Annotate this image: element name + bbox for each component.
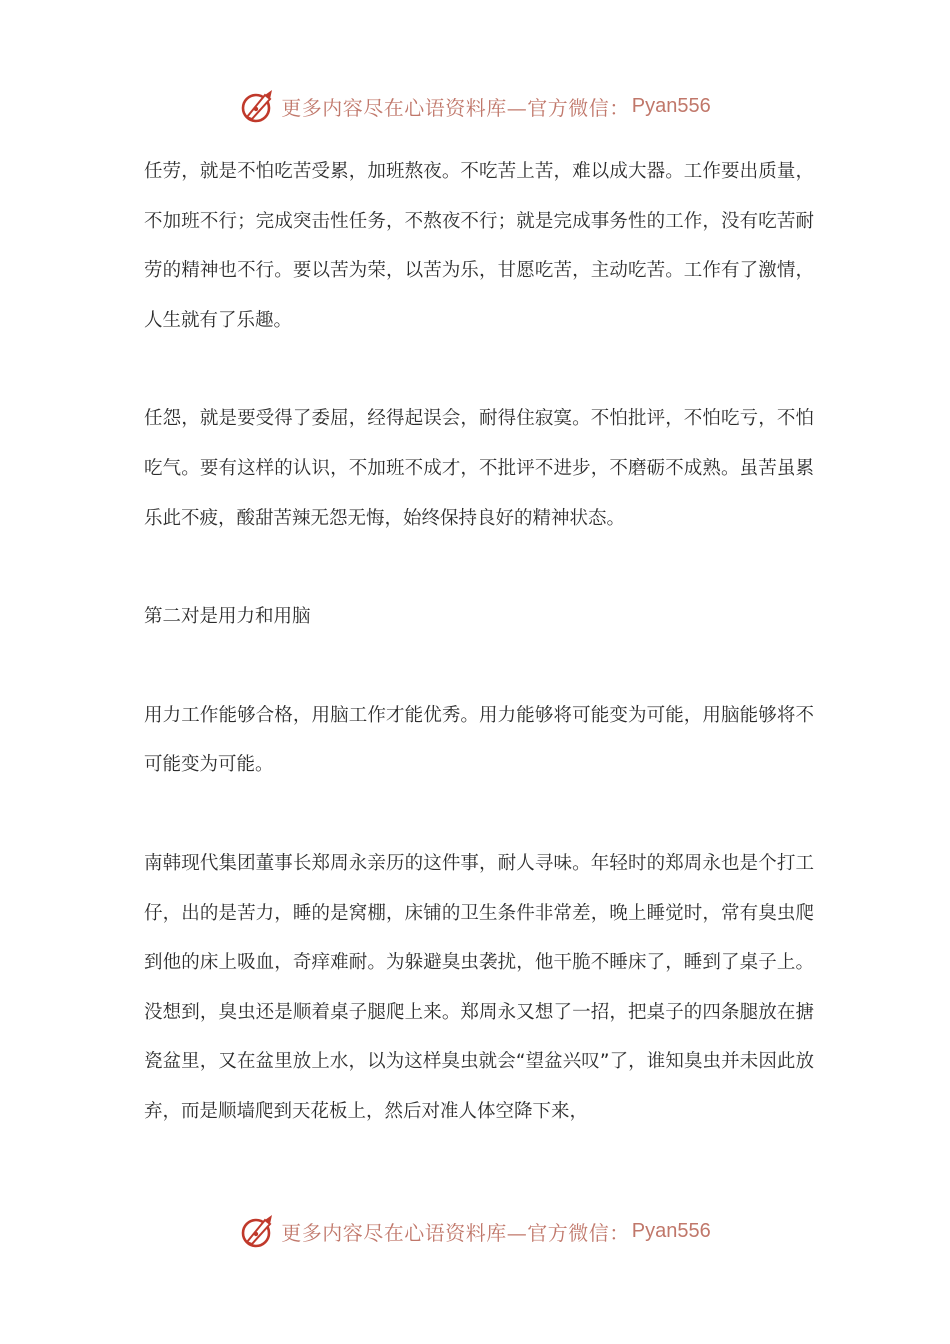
- paragraph-yongli-yongnao: 用力工作能够合格，用脑工作才能优秀。用力能够将可能变为可能，用脑能够将不可能变为可能。: [144, 704, 814, 776]
- banner-text: 更多内容尽在心语资料库—官方微信：: [281, 95, 630, 120]
- paragraph-zheng-zhouyong-story: 南韩现代集团董事长郑周永亲历的这件事，耐人寻味。年轻时的郑周永也是个打工仔，出的是苦力，睡的是窝棚，床铺的卫生条件非常差，晚上睡觉时，常有臭虫爬到他的床上吸血，奇痒难耐。为躲避臭虫袭扰，他干脆不睡床了，睡到了桌子上。没想到，臭虫还是顺着桌子腿爬上来。郑周永又想了一招，把桌子的四条腿放在搪瓷盆里，又在盆里放上水，以为这样臭虫就会“望盆兴叹”了，谁知臭虫并未因此放弃，而是顺墙爬到天花板上，然后对准人体空降下来，: [144, 852, 814, 1122]
- footer-watermark-banner: [0, 1209, 950, 1253]
- paragraph-renyuan: 任怨，就是要受得了委屈，经得起误会，耐得住寂寞。不怕批评，不怕吃亏，不怕吃气。要有这样的认识，不加班不成才，不批评不进步，不磨砺不成熟。虽苦虽累乐此不疲，酸甜苦辣无怨无悔，始终保持良好的精神状态。: [144, 408, 814, 529]
- pen-nib-circle-icon: [239, 87, 277, 125]
- pen-nib-circle-icon: [239, 1212, 277, 1250]
- banner-wechat-id: Pyan556: [631, 94, 711, 117]
- paragraph-renlao: 任劳，就是不怕吃苦受累，加班熬夜。不吃苦上苦，难以成大器。工作要出质量，不加班不行；完成突击性任务，不熬夜不行；就是完成事务性的工作，没有吃苦耐劳的精神也不行。要以苦为荣，以苦为乐，甘愿吃苦，主动吃苦。工作有了激情，人生就有了乐趣。: [144, 161, 814, 331]
- document-body: [144, 147, 814, 1186]
- header-watermark-banner: [0, 84, 950, 128]
- banner-wechat-id: Pyan556: [631, 1219, 711, 1242]
- banner-text: 更多内容尽在心语资料库—官方微信：: [281, 1220, 630, 1245]
- section-heading: 第二对是用力和用脑: [144, 606, 311, 628]
